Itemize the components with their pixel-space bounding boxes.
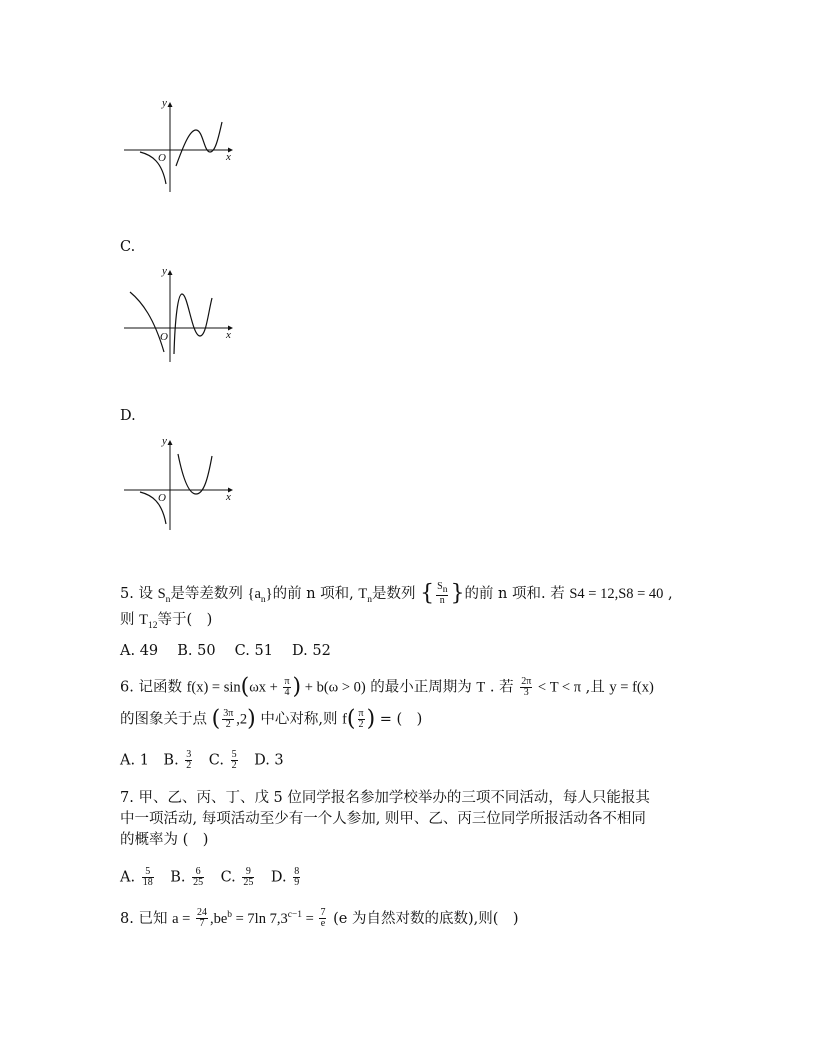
fraction-3pi-over-2: $\frac{3\pi}{2}$ — [223, 708, 234, 730]
fraction-6-over-25: $\frac{6}{25}$ — [193, 866, 204, 888]
graph-option-c — [120, 265, 240, 366]
fraction-sn-over-n: $\frac{S_n}{n}$ — [437, 581, 448, 606]
y-axis-label: y — [162, 265, 167, 277]
y-axis-arrow — [168, 102, 173, 107]
question-7-line-3: 的概率为 ( ) — [120, 832, 209, 848]
fraction-pi-over-4: $\frac{\pi}{4}$ — [284, 676, 290, 698]
x-axis-label: x — [226, 151, 231, 163]
fraction-5-over-2: $\frac{5}{2}$ — [231, 749, 237, 771]
y-axis-label: y — [162, 97, 167, 109]
fraction-8-over-9: $\frac{8}{9}$ — [294, 866, 300, 888]
origin-label: O — [160, 331, 168, 343]
curve-right-branch — [174, 294, 212, 354]
y-axis-arrow — [168, 270, 173, 275]
curve-right-branch — [176, 122, 222, 166]
question-6-line-1: 6. 记函数 f(x) = sin(ωx + $\frac{\pi}{4}$ ) + b(ω > 0) 的最小正周期为 T . 若 $\frac{2\pi}{3}$ < T < π ,且 y = f(x) — [120, 674, 654, 700]
graph-c-svg — [120, 265, 240, 366]
question-6-line-2: 的图象关于点 ( $\frac{3\pi}{2}$ ,2) 中心对称,则 f( $\frac{\pi}{2}$ ) = ( ) — [120, 706, 423, 732]
curve-right-branch — [178, 454, 212, 494]
question-5-line-1: 5. 设 $S_n$是等差数列 $\{a_n\}$的前 n 项和, $T_n$是数列 { $\frac{S_n}{n}$ }的前 n 项和. 若 S4 = 12,S8 = 40 , — [120, 581, 673, 606]
graph-option-b — [120, 97, 240, 195]
curve-left-branch — [130, 292, 164, 352]
fraction-3-over-2: $\frac{3}{2}$ — [186, 749, 192, 771]
graph-option-d — [120, 435, 240, 533]
question-5-options: A. 49 B. 50 C. 51 D. 52 — [120, 643, 331, 659]
y-axis-label: y — [162, 435, 167, 447]
fraction-7-over-e: $\frac{7}{e}$ — [320, 907, 326, 930]
question-8-line-1: 8. 已知 a = $\frac{24}{7}$ $,be^b = 7\ln$ $7,3^{c-1}$ = $\frac{7}{e}$ (e 为自然对数的底数),则( ) — [120, 907, 519, 930]
graph-b-svg — [120, 97, 240, 195]
origin-label: O — [158, 492, 166, 504]
graph-d-svg — [120, 435, 240, 533]
option-d-label: D. — [120, 408, 136, 424]
fraction-pi-over-2: $\frac{\pi}{2}$ — [358, 708, 364, 730]
question-5-line-2: 则 $T_{12}$等于( ) — [120, 612, 213, 631]
x-axis-label: x — [226, 491, 231, 503]
fraction-2pi-over-3: $\frac{2\pi}{3}$ — [521, 676, 532, 698]
question-6-options: A. 1 B. $\frac{3}{2}$ C. $\frac{5}{2}$ D. 3 — [120, 749, 284, 771]
x-axis-label: x — [226, 329, 231, 341]
question-7-line-2: 中一项活动, 每项活动至少有一个人参加, 则甲、乙、丙三位同学所报活动各不相同 — [120, 811, 646, 827]
fraction-9-over-25: $\frac{9}{25}$ — [243, 866, 254, 888]
question-7-line-1: 7. 甲、乙、丙、丁、戊 5 位同学报名参加学校举办的三项不同活动，每人只能报其 — [120, 790, 650, 806]
question-7-options: A. $\frac{5}{18}$ B. $\frac{6}{25}$ C. $\frac{9}{25}$ D. $\frac{8}{9}$ — [120, 866, 300, 888]
origin-label: O — [158, 152, 166, 164]
y-axis-arrow — [168, 440, 173, 445]
fraction-5-over-18: $\frac{5}{18}$ — [142, 866, 153, 888]
fraction-24-over-7: $\frac{24}{7}$ — [196, 907, 207, 930]
option-c-label: C. — [120, 239, 136, 255]
